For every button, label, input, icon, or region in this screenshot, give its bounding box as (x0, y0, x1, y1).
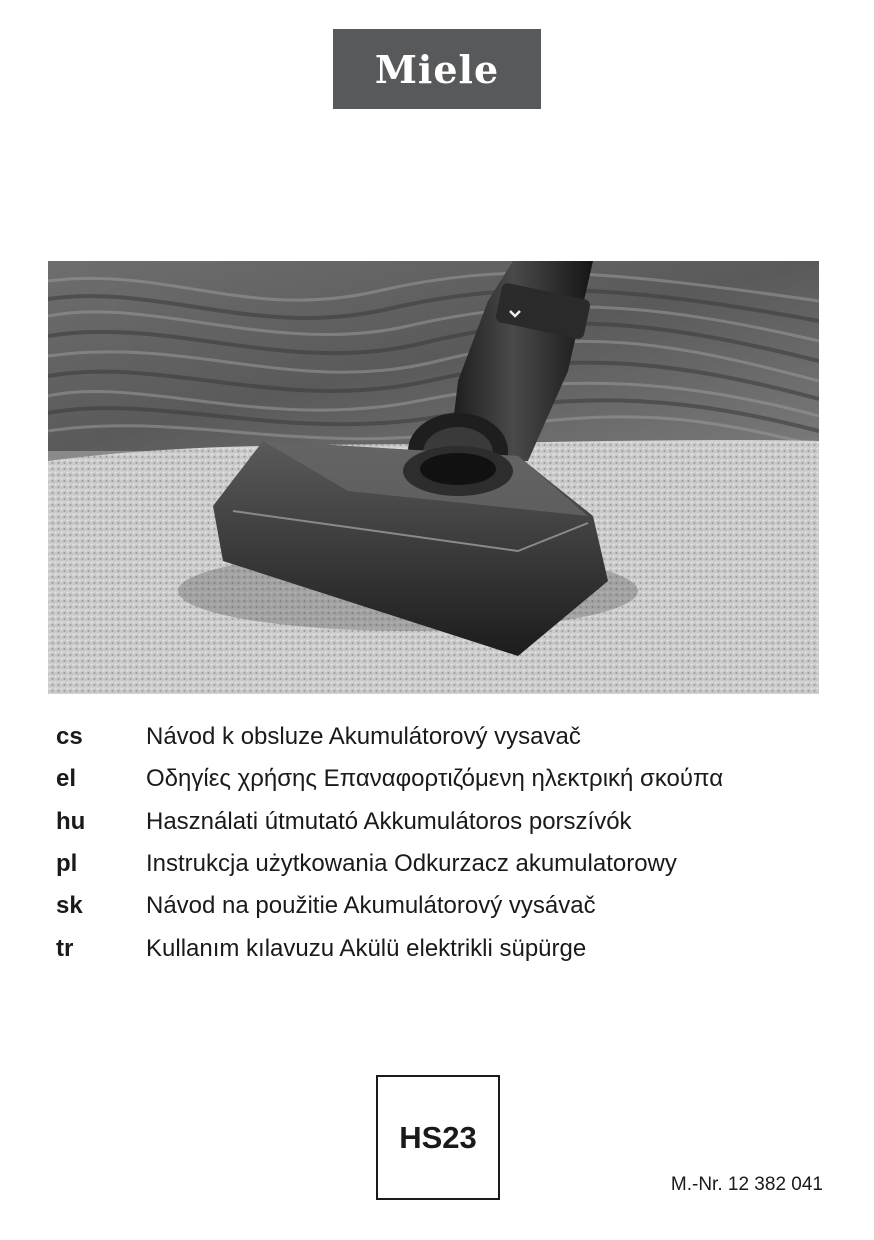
language-row-hu (56, 801, 836, 843)
language-title: Kullanım kılavuzu Akülü elektrikli süpürge (146, 934, 587, 962)
model-name: HS23 (399, 1119, 477, 1155)
language-code: hu (56, 807, 86, 835)
language-title: Návod k obsluze Akumulátorový vysavač (146, 723, 581, 751)
language-row-el (56, 758, 836, 800)
language-code: el (56, 765, 77, 793)
vacuum-cleaner-image (48, 261, 819, 694)
language-code: sk (56, 892, 83, 920)
language-code: tr (56, 934, 74, 962)
language-code: cs (56, 723, 83, 751)
language-row-cs (56, 716, 836, 758)
language-row-tr (56, 927, 836, 969)
brand-logo-text: Miele (374, 46, 500, 92)
material-number: M.-Nr. 12 382 041 (670, 1174, 823, 1195)
language-list (56, 716, 836, 970)
brand-logo (333, 29, 541, 109)
language-row-pl (56, 843, 836, 885)
model-box (376, 1075, 500, 1200)
language-title: Οδηγίες χρήσης Επαναφορτιζόμενη ηλεκτρική σκούπα (146, 765, 724, 793)
language-title: Návod na použitie Akumulátorový vysávač (146, 892, 596, 920)
language-title: Instrukcja użytkowania Odkurzacz akumulatorowy (146, 850, 677, 878)
language-code: pl (56, 850, 78, 878)
language-row-sk (56, 885, 836, 927)
language-title: Használati útmutató Akkumulátoros porszívók (146, 807, 632, 835)
